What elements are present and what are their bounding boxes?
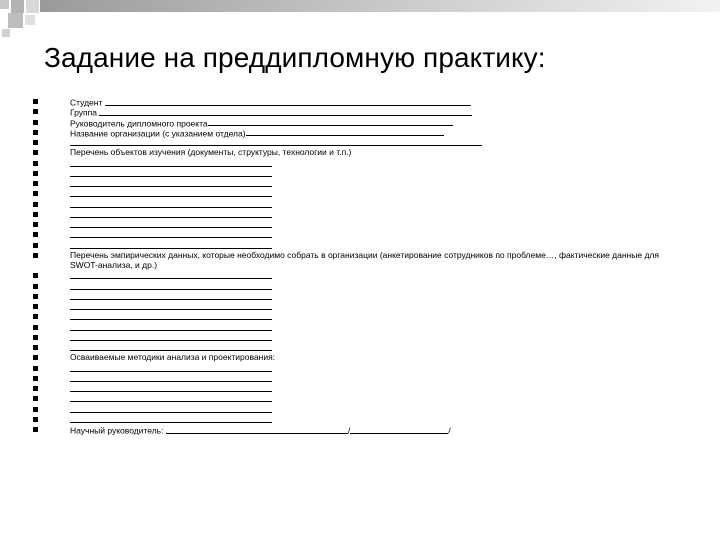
page-title: Задание на преддипломную практику: xyxy=(44,42,546,73)
signature-separator: / xyxy=(448,425,451,436)
bullet-icon xyxy=(33,325,38,330)
bullet-icon xyxy=(33,181,38,186)
list-item xyxy=(0,250,720,271)
list-item xyxy=(0,424,720,434)
list-item xyxy=(0,168,720,178)
list-item xyxy=(0,229,720,239)
form-blank[interactable] xyxy=(70,391,272,392)
list-item xyxy=(0,178,720,188)
bullet-icon xyxy=(33,355,38,360)
form-blank[interactable] xyxy=(70,289,272,290)
list-item xyxy=(0,219,720,229)
list-item xyxy=(0,414,720,424)
supervisor-name-blank[interactable] xyxy=(166,424,351,436)
bullet-icon xyxy=(33,120,38,125)
project-supervisor-label: Руководитель дипломного проекта xyxy=(70,118,208,128)
empirical-section-label: Перечень эмпирических данных, которые необходимо собрать в организации (анкетирование сотрудников по проблеме…, фактические данные для SWOT-анализа, и др.) xyxy=(70,249,659,270)
form-blank[interactable] xyxy=(70,330,272,331)
project-supervisor-blank[interactable] xyxy=(208,117,453,127)
list-item xyxy=(0,383,720,393)
organization-blank[interactable] xyxy=(246,127,444,137)
bullet-icon xyxy=(33,130,38,135)
bullet-icon xyxy=(33,273,38,278)
list-item xyxy=(0,199,720,209)
form-blank[interactable] xyxy=(70,309,272,310)
form-blank[interactable] xyxy=(70,145,482,146)
assignment-form xyxy=(0,96,720,434)
bullet-icon xyxy=(33,407,38,412)
bullet-icon xyxy=(33,109,38,114)
form-blank[interactable] xyxy=(70,186,272,187)
form-blank[interactable] xyxy=(70,166,272,167)
form-blank[interactable] xyxy=(70,350,272,351)
list-item xyxy=(0,342,720,352)
form-blank[interactable] xyxy=(70,371,272,372)
bullet-icon xyxy=(33,191,38,196)
list-item xyxy=(0,188,720,198)
list-item xyxy=(0,117,720,127)
bullet-icon xyxy=(33,314,38,319)
student-label: Студент xyxy=(70,97,103,108)
list-item xyxy=(0,240,720,250)
bullet-icon xyxy=(33,232,38,237)
group-blank[interactable] xyxy=(99,106,472,116)
bullet-icon xyxy=(33,161,38,166)
bullet-icon xyxy=(33,99,38,104)
bullet-icon xyxy=(33,212,38,217)
list-item xyxy=(0,270,720,280)
form-blank[interactable] xyxy=(70,217,272,218)
scientific-supervisor-label: Научный руководитель: xyxy=(70,425,164,436)
bullet-icon xyxy=(33,417,38,422)
bullet-icon xyxy=(33,376,38,381)
list-item xyxy=(0,404,720,414)
bullet-icon xyxy=(33,140,38,145)
list-item xyxy=(0,373,720,383)
form-blank[interactable] xyxy=(70,196,272,197)
bullet-icon xyxy=(33,171,38,176)
organization-label: Название организации (с указанием отдела) xyxy=(70,128,246,139)
bullet-icon xyxy=(33,396,38,401)
form-blank[interactable] xyxy=(70,401,272,402)
bullet-icon xyxy=(33,366,38,371)
list-item xyxy=(0,147,720,157)
bullet-icon xyxy=(33,243,38,248)
list-item xyxy=(0,332,720,342)
list-item xyxy=(0,352,720,362)
form-blank[interactable] xyxy=(70,381,272,382)
form-blank[interactable] xyxy=(70,278,272,279)
group-label: Группа xyxy=(70,107,97,118)
bullet-icon xyxy=(33,427,38,432)
form-blank[interactable] xyxy=(70,227,272,228)
bullet-icon xyxy=(33,304,38,309)
list-item xyxy=(0,291,720,301)
bullet-icon xyxy=(33,345,38,350)
list-item xyxy=(0,137,720,147)
signature-separator: / xyxy=(347,425,351,436)
list-item xyxy=(0,311,720,321)
bullet-icon xyxy=(33,202,38,207)
bullet-icon xyxy=(33,150,38,155)
form-blank[interactable] xyxy=(70,248,272,249)
form-blank[interactable] xyxy=(70,237,272,238)
list-item xyxy=(0,96,720,106)
form-blank[interactable] xyxy=(70,340,272,341)
list-item xyxy=(0,322,720,332)
bullet-icon xyxy=(33,386,38,391)
list-item xyxy=(0,158,720,168)
list-item xyxy=(0,393,720,403)
list-item xyxy=(0,363,720,373)
title-decoration xyxy=(0,0,720,40)
form-blank[interactable] xyxy=(70,176,272,177)
list-item xyxy=(0,127,720,137)
bullet-icon xyxy=(33,222,38,227)
bullet-icon xyxy=(33,294,38,299)
methods-section-label: Осваиваемые методики анализа и проектирования: xyxy=(70,352,276,363)
bullet-icon xyxy=(33,253,38,258)
supervisor-signature-blank[interactable] xyxy=(347,424,451,436)
list-item xyxy=(0,209,720,219)
objects-section-label: Перечень объектов изучения (документы, структуры, технологии и т.п.) xyxy=(70,147,352,158)
bullet-icon xyxy=(33,284,38,289)
form-blank[interactable] xyxy=(70,422,272,423)
student-blank[interactable] xyxy=(105,96,471,106)
list-item xyxy=(0,281,720,291)
bullet-icon xyxy=(33,335,38,340)
form-blank[interactable] xyxy=(70,412,272,413)
list-item xyxy=(0,301,720,311)
form-blank[interactable] xyxy=(70,207,272,208)
form-blank[interactable] xyxy=(70,319,272,320)
form-blank[interactable] xyxy=(70,299,272,300)
list-item xyxy=(0,106,720,116)
